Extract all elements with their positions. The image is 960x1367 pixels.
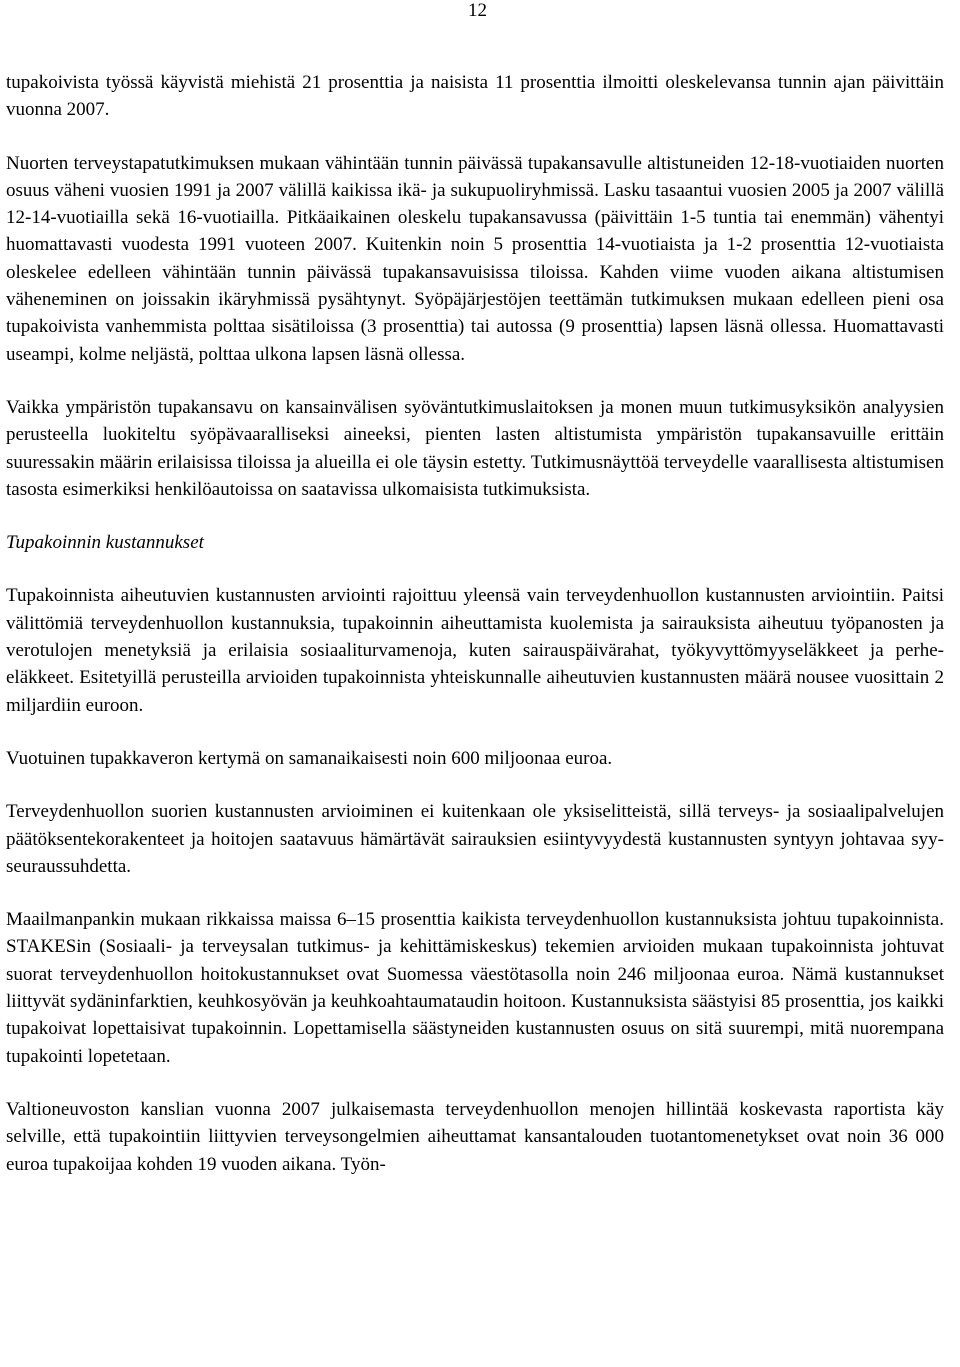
paragraph-8: Valtioneuvoston kanslian vuonna 2007 julkaisemasta terveydenhuollon menojen hillintää koskevasta raportista käy selville, että tupakointiin liittyvien terveysongelmien aiheuttamat kansantalouden tuotantomenetykset ovat noin 36 000 euroa tupakoijaa kohden 19 vuoden aikana. Työn- (6, 1098, 944, 1175)
paragraph-5: Vuotuinen tupakkaveron kertymä on samanaikaisesti noin 600 miljoonaa euroa. (6, 747, 613, 769)
paragraph-7: Maailmanpankin mukaan rikkaissa maissa 6–15 prosenttia kaikista terveydenhuollon kustannuksista johtuu tupakoinnista. STAKESin (Sosiaali- ja terveysalan tutkimus- ja kehittämiskeskus) tekemien arvioiden mukaan tupakoinnista johtuvat suorat terveydenhuollon hoitokustannukset ovat Suomessa väestötasolla noin 246 miljoonaa euroa. Nämä kustannukset liittyvät sydäninfarktien, keuhkosyövän ja keuhkoahtaumataudin hoitoon. Kustannuksista säästyisi 85 prosenttia, jos kaikki tupakoivat lopettaisivat tupakoinnin. Lopettamisella säästyneiden kustannusten osuus on sitä suurempi, mitä nuorempana tupakointi lopetetaan. (6, 909, 944, 1067)
paragraph-3: Vaikka ympäristön tupakansavu on kansainvälisen syöväntutkimuslaitoksen ja monen muun tutkimusyksikön analyysien perusteella luokiteltu syöpävaaralliseksi aineeksi, pienten lasten altistumista ympäristön tupakansavuille erittäin suuressakin määrin erilaisissa tiloissa ja alueilla ei ole täysin estetty. Tutkimusnäyttöä terveydelle vaarallisesta altistumisen tasosta esimerkiksi henkilöautoissa on saatavissa ulkomaisista tutkimuksista. (6, 396, 944, 500)
paragraph-2: Nuorten terveystapatutkimuksen mukaan vähintään tunnin päivässä tupakansavulle altistuneiden 12-18-vuotiaiden nuorten osuus väheni vuosien 1991 ja 2007 välillä kaikissa ikä- ja sukupuoliryhmissä. Lasku tasaantui vuosien 2005 ja 2007 välillä 12-14-vuotiailla sekä 16-vuotiailla. Pitkäaikainen oleskelu tupakansavussa (päivittäin 1-5 tuntia tai enemmän) vähentyi huomattavasti vuodesta 1991 vuoteen 2007. Kuitenkin noin 5 prosenttia 14-vuotiaista ja 1-2 prosenttia 12-vuotiaista oleskelee edelleen vähintään tunnin päivässä tupakansavuisissa tiloissa. Kahden viime vuoden aikana altistumisen väheneminen on joissakin ikäryhmissä pysähtynyt. Syöpäjärjestöjen teettämän tutkimuksen mukaan edelleen pieni osa tupakoivista vanhemmista polttaa sisätiloissa (3 prosenttia) tai autossa (9 prosenttia) lapsen läsnä ollessa. Huomattavasti useampi, kolme neljästä, polttaa ulkona lapsen läsnä ollessa. (6, 152, 944, 365)
paragraph-4: Tupakoinnista aiheutuvien kustannusten arviointi rajoittuu yleensä vain terveydenhuollon kustannusten arviointiin. Paitsi välittömiä terveydenhuollon kustannuksia, tupakoinnin aiheuttamista kuolemista ja sairauksista aiheutuu työpanosten ja verotulojen menetyksiä ja erilaisia sosiaaliturvamenoja, kuten sairauspäivärahat, työkyvyttömyyseläkkeet ja perhe-eläkkeet. Esitetyillä perusteilla arvioiden tupakoinnista yhteiskunnalle aiheutuvien kustannusten määrä nousee vuosittain 2 miljardiin euroon. (6, 585, 944, 716)
paragraph-1: tupakoivista työssä käyvistä miehistä 21 prosenttia ja naisista 11 prosenttia ilmoitti oleskelevansa tunnin ajan päivittäin vuonna 2007. (6, 72, 944, 121)
document-body (6, 69, 944, 1204)
paragraph-6: Terveydenhuollon suorien kustannusten arvioiminen ei kuitenkaan ole yksiselitteistä, sillä terveys- ja sosiaalipalvelujen päätöksentekorakenteet ja hoitojen saatavuus hämärtävät sairauksien esiintyvyydestä kustannusten syntyyn johtavaa syy-seuraussuhdetta. (6, 801, 944, 877)
section-heading: Tupakoinnin kustannukset (6, 532, 204, 554)
page-number: 12 (468, 0, 487, 21)
